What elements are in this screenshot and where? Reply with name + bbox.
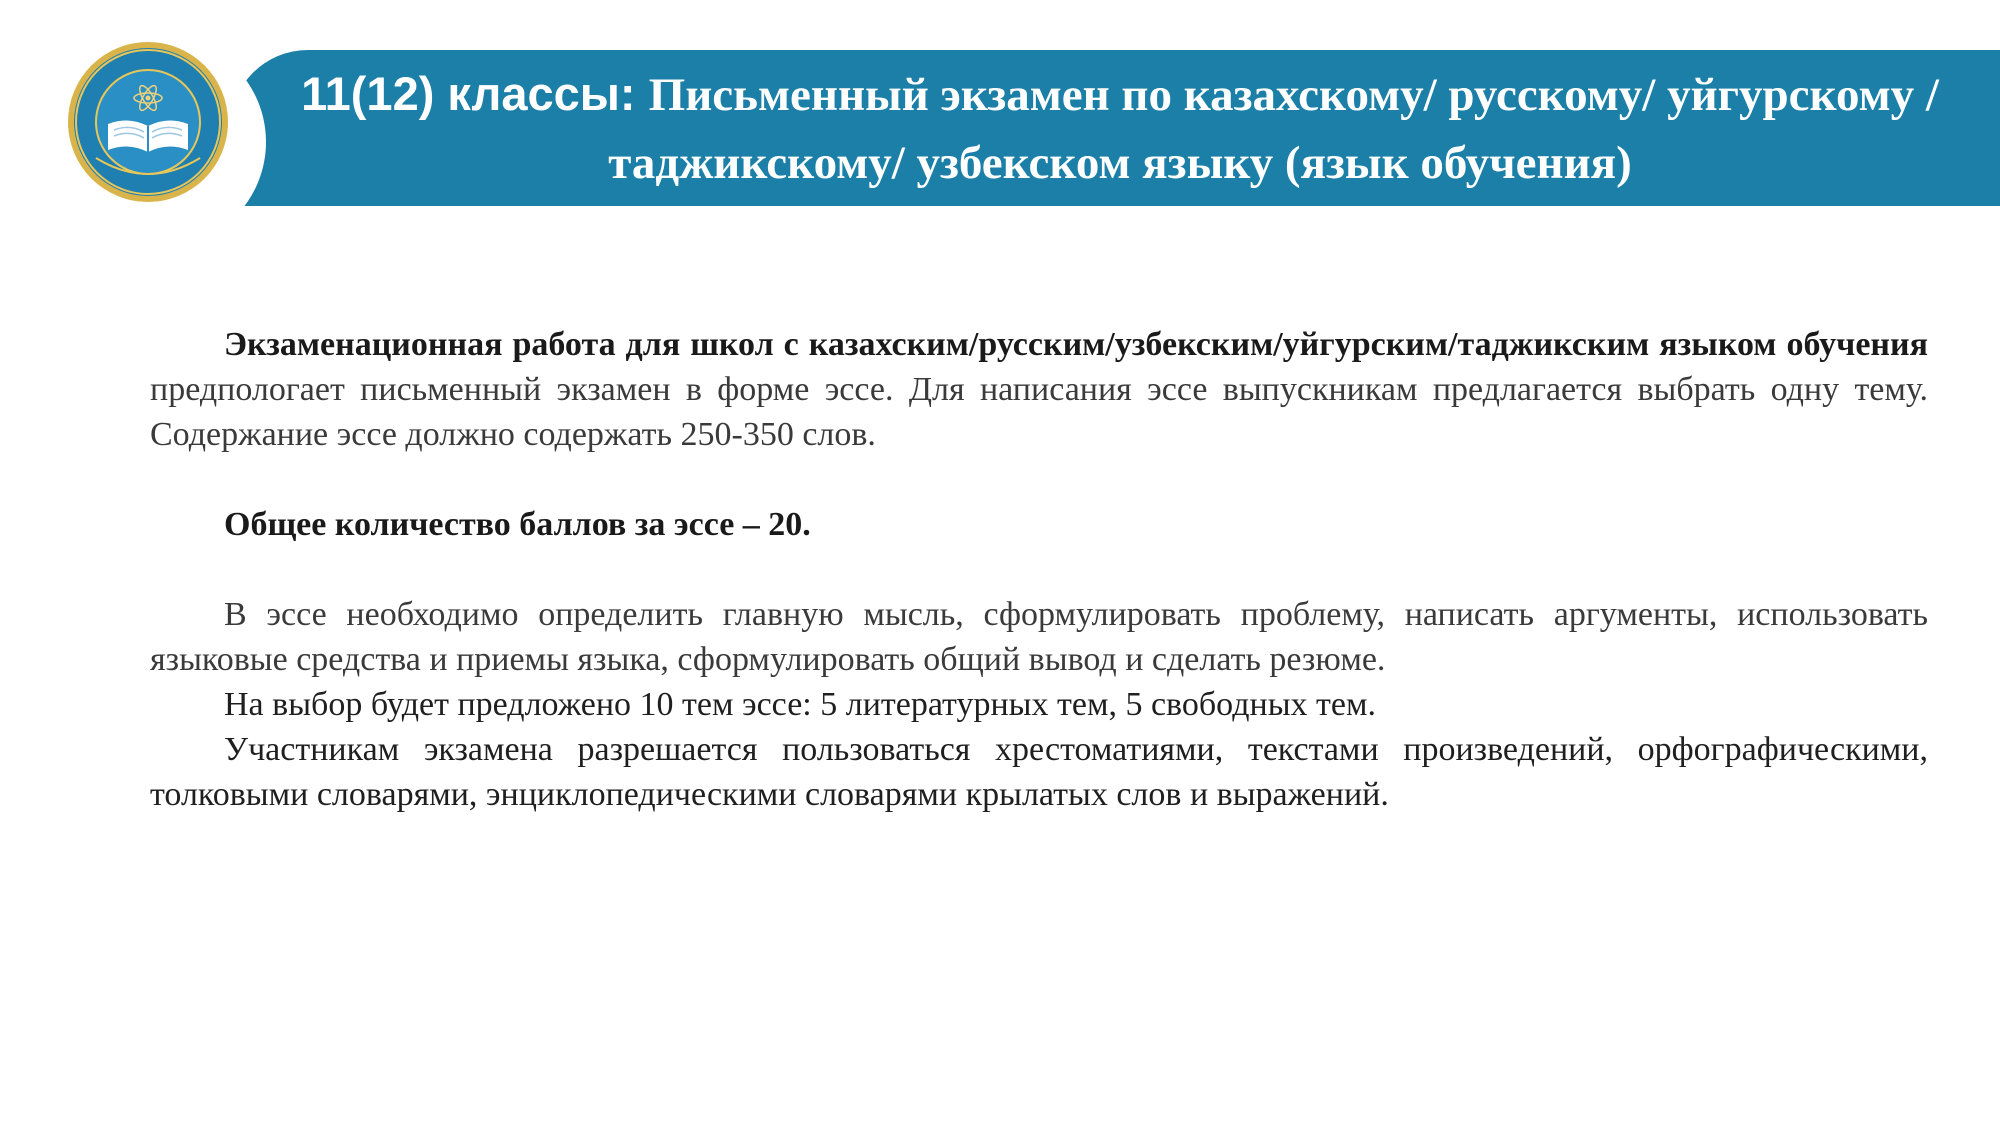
paragraph-exam-description [150,322,1928,457]
paragraph-total-score [150,502,1928,547]
page-title [250,50,1990,206]
exam-description-bold: Экзаменационная работа для школ с казахским/русским/узбекским/уйгурским/таджикским языком обучения [224,326,1928,363]
total-score-text: Общее количество баллов за эссе – 20. [224,506,811,543]
paragraph-topic-choice: На выбор будет предложено 10 тем эссе: 5 литературных тем, 5 свободных тем. [224,686,1376,723]
spacer [150,457,1928,502]
paragraph-essay-requirements: В эссе необходимо определить главную мысль, сформулировать проблему, написать аргументы, использовать языковые средства и приемы языка, сформулировать общий вывод и сделать резюме. [150,596,1928,678]
content-body [150,322,1928,817]
exam-description-text: предпологает письменный экзамен в форме эссе. Для написания эссе выпускникам предлагается выбрать одну тему. Содержание эссе должно содержать 250-350 слов. [150,371,1928,453]
ministry-emblem-icon [66,40,230,204]
paragraph-allowed-materials: Участникам экзамена разрешается пользоваться хрестоматиями, текстами произведений, орфографическими, толковыми словарями, энциклопедическими словарями крылатых слов и выражений. [150,731,1928,813]
spacer [150,547,1928,592]
title-main: Письменный экзамен по казахскому/ русскому/ уйгурскому / таджикскому/ узбекском языку (язык обучения) [608,69,1939,189]
title-prefix: 11(12) классы: [301,67,649,120]
